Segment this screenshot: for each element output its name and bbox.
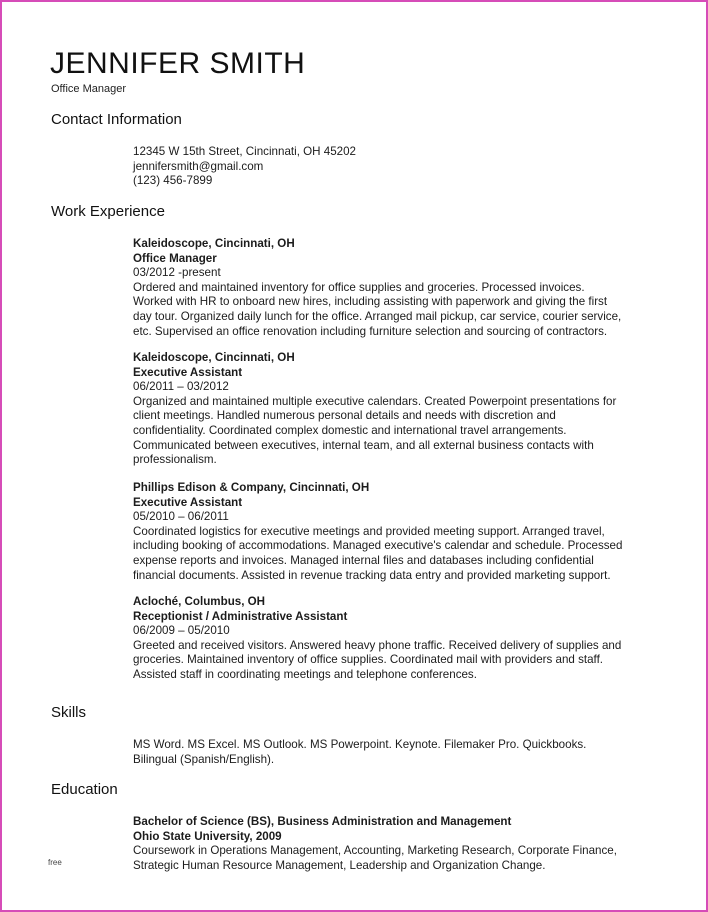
job-description-line: Coordinated logistics for executive meetings and provided meeting support. Arranged travel, (133, 524, 605, 538)
job-description-line: expense reports and invoices. Managed internal files and databases including confidential (133, 553, 594, 567)
job-entry (133, 595, 673, 683)
job-company: Kaleidoscope, Cincinnati, OH (133, 351, 295, 364)
job-description-line: Greeted and received visitors. Answered heavy phone traffic. Received delivery of supplies and (133, 638, 622, 652)
watermark-text: free (48, 858, 62, 867)
job-description-line: etc. Supervised an office renovation including furniture selection and sourcing of contractors. (133, 324, 608, 338)
job-description-line: Worked with HR to onboard new hires, including assisting with paperwork and giving the first (133, 295, 608, 309)
job-entry (133, 237, 673, 339)
job-dates: 05/2010 – 06/2011 (133, 510, 229, 524)
contact-phone: (123) 456-7899 (133, 174, 213, 188)
job-description-line: Assisted staff in coordinating meetings and telephone conferences. (133, 667, 477, 681)
job-description-line: professionalism. (133, 453, 217, 467)
job-dates: 06/2009 – 05/2010 (133, 624, 230, 638)
job-dates: 03/2012 -present (133, 266, 221, 280)
contact-address: 12345 W 15th Street, Cincinnati, OH 45202 (133, 145, 356, 158)
job-company: Kaleidoscope, Cincinnati, OH (133, 237, 295, 250)
job-description-line: day tour. Organized daily lunch for the office. Arranged mail pickup, car service, courier service, (133, 309, 622, 323)
job-company: Phillips Edison & Company, Cincinnati, OH (133, 481, 370, 494)
job-role: Receptionist / Administrative Assistant (133, 609, 348, 623)
education-heading: Education (51, 781, 118, 798)
education-degree: Bachelor of Science (BS), Business Administration and Management (133, 815, 512, 828)
skills-line: MS Word. MS Excel. MS Outlook. MS Powerpoint. Keynote. Filemaker Pro. Quickbooks. (133, 738, 587, 751)
job-description-line: Organized and maintained multiple executive calendars. Created Powerpoint presentations for (133, 394, 617, 408)
candidate-name: JENNIFER SMITH (50, 47, 306, 80)
job-role: Office Manager (133, 251, 217, 265)
work-experience-heading: Work Experience (51, 203, 165, 220)
job-description-line: client meetings. Handled numerous personal details and needs with discretion and (133, 409, 556, 423)
skills-heading: Skills (51, 704, 87, 721)
job-entry (133, 351, 673, 468)
job-description-line: groceries. Maintained inventory of office supplies. Coordinated mail with providers and staff. (133, 653, 604, 667)
contact-heading: Contact Information (51, 111, 182, 128)
contact-email: jennifersmith@gmail.com (133, 159, 264, 173)
job-description-line: Ordered and maintained inventory for office supplies and groceries. Processed invoices. (133, 280, 585, 294)
job-dates: 06/2011 – 03/2012 (133, 380, 229, 394)
education-block (133, 815, 673, 873)
education-coursework-line: Coursework in Operations Management, Accounting, Marketing Research, Corporate Finance, (133, 844, 617, 858)
skills-line: Bilingual (Spanish/English). (133, 752, 275, 766)
job-entry (133, 481, 673, 583)
education-coursework-line: Strategic Human Resource Management, Leadership and Organization Change. (133, 858, 546, 872)
job-description-line: financial documents. Assisted in revenue tracking data entry and provided marketing support. (133, 568, 611, 582)
education-school: Ohio State University, 2009 (133, 829, 282, 843)
job-description-line: Communicated between executives, internal team, and all external business contacts with (133, 438, 594, 452)
job-role: Executive Assistant (133, 495, 243, 509)
job-description-line: confidentiality. Coordinated complex domestic and international travel arrangements. (133, 423, 567, 437)
candidate-title: Office Manager (51, 83, 127, 95)
job-description-line: including booking of accommodations. Managed executive's calendar and schedule. Processed (133, 539, 623, 553)
skills-block (133, 738, 673, 767)
job-company: Acloché, Columbus, OH (133, 595, 266, 608)
job-role: Executive Assistant (133, 365, 243, 379)
contact-block (133, 145, 673, 189)
